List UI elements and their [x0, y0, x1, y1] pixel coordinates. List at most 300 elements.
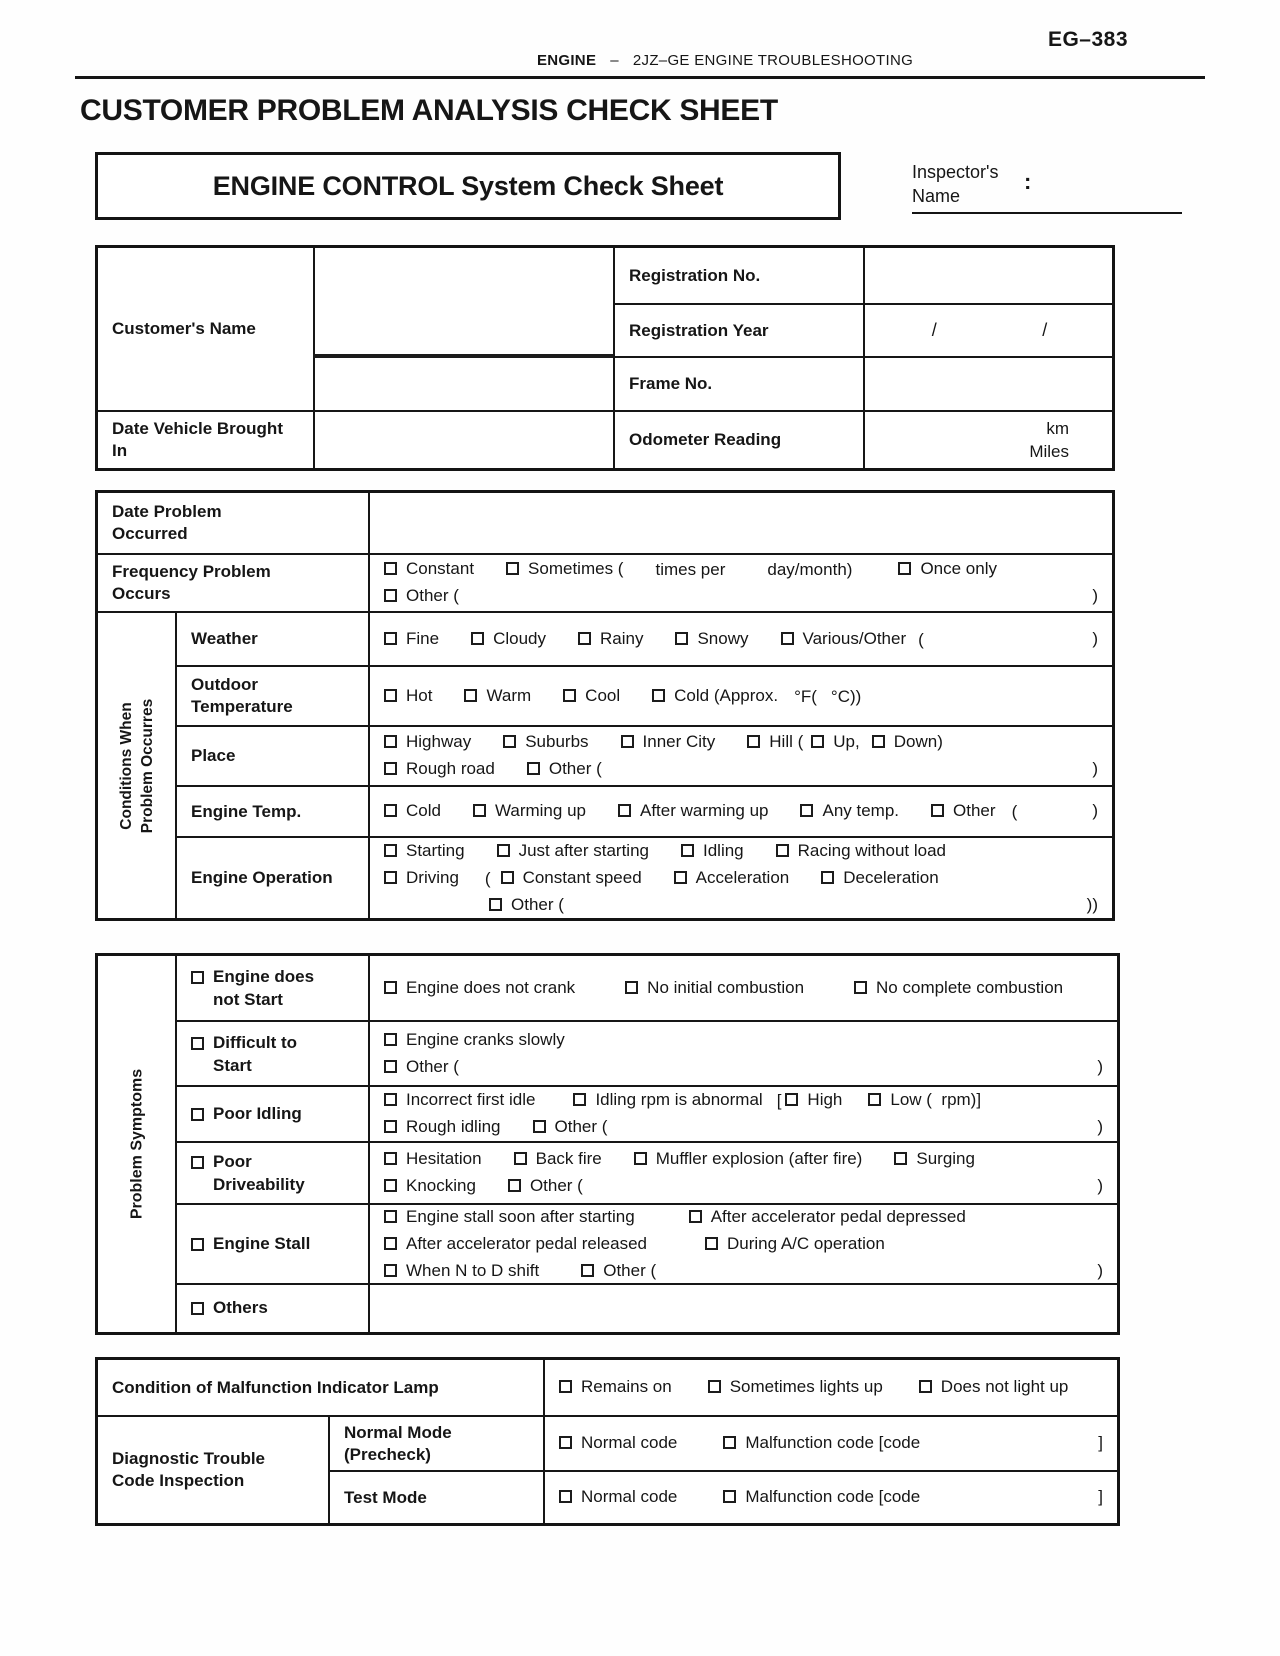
option-label: Other ( [529, 1176, 583, 1195]
option-label: Snowy [697, 628, 749, 648]
checkbox-icon[interactable] [384, 735, 397, 748]
checkbox-icon[interactable] [384, 1179, 397, 1192]
option-label: °C)) [830, 686, 862, 706]
checkbox-icon[interactable] [781, 632, 794, 645]
option-label: Rough idling [406, 1117, 501, 1136]
option-label: During A/C operation [726, 1233, 885, 1253]
checkbox-icon[interactable] [191, 1302, 204, 1315]
frequency-problem-occurs-label: Frequency Problem Occurs [98, 553, 368, 611]
option-label: Engine does not crank [406, 977, 576, 997]
option-label: Hot [406, 685, 433, 705]
checkbox-icon[interactable] [618, 804, 631, 817]
checkbox-option[interactable] [618, 798, 769, 824]
option-label: Starting [406, 840, 465, 860]
engine-stall-options [368, 1203, 1117, 1283]
checkbox-option[interactable] [191, 1296, 268, 1319]
check-sheet-box-title: ENGINE CONTROL System Check Sheet [95, 152, 841, 220]
option-label: ) [1092, 801, 1098, 820]
checkbox-icon[interactable] [689, 1210, 702, 1223]
option-text [1092, 583, 1098, 609]
test-mode-options [543, 1470, 1117, 1523]
checkbox-icon[interactable] [581, 1264, 594, 1277]
checkbox-option[interactable] [625, 975, 804, 1001]
option-label: Deceleration [843, 867, 939, 887]
checkbox-icon[interactable] [384, 1033, 397, 1046]
checkbox-option[interactable] [384, 626, 439, 652]
checkbox-icon[interactable] [384, 1120, 397, 1133]
checkbox-option[interactable] [384, 1146, 482, 1172]
engine-temp-options [368, 785, 1112, 836]
checkbox-icon[interactable] [785, 1093, 798, 1106]
checkbox-icon[interactable] [191, 1238, 204, 1251]
checkbox-option[interactable] [384, 798, 441, 824]
checkbox-option[interactable] [191, 1232, 310, 1255]
checkbox-icon[interactable] [501, 871, 514, 884]
option-label: ) [1097, 1117, 1103, 1136]
option-label: ( [484, 868, 491, 888]
checkbox-option[interactable] [384, 683, 432, 709]
checkbox-option[interactable] [384, 583, 459, 609]
checkbox-option[interactable] [384, 1204, 635, 1230]
option-label: )) [1086, 894, 1098, 914]
option-label: Other ( [548, 759, 602, 778]
checkbox-icon[interactable] [384, 562, 397, 575]
checkbox-option[interactable] [705, 1231, 885, 1257]
test-mode-label: Test Mode [328, 1470, 543, 1523]
checkbox-icon[interactable] [503, 735, 516, 748]
option-label: Engine Stall [213, 1233, 311, 1253]
option-text [1097, 1173, 1103, 1199]
checkbox-icon[interactable] [675, 632, 688, 645]
checkbox-icon[interactable] [384, 1237, 397, 1250]
conditions-table [95, 490, 1115, 921]
checkbox-option[interactable] [489, 892, 564, 918]
option-label: Constant [406, 559, 475, 578]
option-label: ) [1092, 628, 1098, 648]
checkbox-option[interactable] [811, 729, 859, 755]
checkbox-option[interactable] [533, 1114, 608, 1140]
place-options [368, 725, 1112, 785]
checkbox-icon[interactable] [489, 898, 502, 911]
option-text [1097, 1258, 1103, 1284]
place-label: Place [175, 725, 368, 785]
customers-name-value-area[interactable] [313, 248, 613, 410]
checkbox-icon[interactable] [776, 844, 789, 857]
option-text [794, 684, 817, 710]
checkbox-option[interactable] [191, 1031, 321, 1077]
running-header [0, 52, 1280, 69]
page-title: CUSTOMER PROBLEM ANALYSIS CHECK SHEET [80, 94, 778, 127]
checkbox-icon[interactable] [514, 1152, 527, 1165]
checkbox-icon[interactable] [191, 1108, 204, 1121]
checkbox-icon[interactable] [872, 735, 885, 748]
running-header-chapter: 2JZ–GE ENGINE TROUBLESHOOTING [632, 52, 914, 69]
checkbox-icon[interactable] [705, 1237, 718, 1250]
option-label: °F( [794, 686, 817, 706]
difficult-to-start-options [368, 1020, 1117, 1085]
option-label: Rough road [406, 759, 495, 778]
checkbox-option[interactable] [384, 729, 471, 755]
checkbox-icon[interactable] [191, 1156, 204, 1169]
option-label: Down) [893, 732, 943, 751]
checkbox-icon[interactable] [384, 804, 397, 817]
outdoor-temperature-label: Outdoor Temperature [175, 665, 368, 725]
checkbox-icon[interactable] [747, 735, 760, 748]
checkbox-icon[interactable] [384, 871, 397, 884]
checkbox-icon[interactable] [384, 981, 397, 994]
option-label: Normal code [581, 1433, 678, 1452]
checkbox-option[interactable] [384, 1054, 459, 1080]
checkbox-option[interactable] [471, 626, 546, 652]
option-label: ] [1098, 1433, 1103, 1452]
option-label: When N to D shift [406, 1260, 540, 1280]
option-text [655, 557, 725, 583]
checkbox-icon[interactable] [533, 1120, 546, 1133]
option-text [1097, 1114, 1103, 1140]
option-label: Malfunction code [code [745, 1433, 921, 1452]
checkbox-icon[interactable] [674, 871, 687, 884]
checkbox-icon[interactable] [625, 981, 638, 994]
checkbox-option[interactable] [708, 1374, 883, 1400]
unit-km: km [1046, 419, 1069, 438]
checkbox-icon[interactable] [559, 1380, 572, 1393]
checkbox-icon[interactable] [931, 804, 944, 817]
registration-year-value-area[interactable] [863, 303, 1114, 356]
checkbox-option[interactable] [747, 729, 803, 755]
normal-mode-options [543, 1415, 1117, 1470]
option-text [485, 866, 491, 892]
option-label: Remains on [581, 1377, 672, 1396]
poor-idling-options [368, 1085, 1117, 1141]
checkbox-icon[interactable] [800, 804, 813, 817]
checkbox-option[interactable] [384, 1027, 565, 1053]
checkbox-icon[interactable] [559, 1490, 572, 1503]
checkbox-icon[interactable] [919, 1380, 932, 1393]
mil-condition-options [543, 1360, 1117, 1415]
checkbox-option[interactable] [675, 626, 748, 652]
checkbox-icon[interactable] [384, 689, 397, 702]
checkbox-icon[interactable] [894, 1152, 907, 1165]
checkbox-option[interactable] [674, 865, 790, 891]
option-label: Up, [833, 732, 860, 751]
option-label: No complete combustion [876, 977, 1064, 997]
checkbox-icon[interactable] [384, 1093, 397, 1106]
checkbox-option[interactable] [573, 1087, 762, 1113]
outdoor-temperature-options [368, 665, 1112, 725]
option-label: Other ( [511, 894, 564, 914]
option-label: Other ( [554, 1117, 608, 1136]
option-text [1092, 626, 1098, 652]
option-label: Any temp. [822, 801, 900, 820]
customers-name-label: Customer's Name [112, 319, 256, 338]
option-label: After accelerator pedal released [406, 1233, 647, 1253]
header-rule [75, 76, 1205, 79]
option-label: ( [1011, 802, 1018, 821]
option-label: Inner City [642, 732, 716, 751]
option-label: Others [213, 1298, 268, 1317]
checkbox-option[interactable] [503, 729, 588, 755]
option-text [1087, 892, 1098, 918]
checkbox-icon[interactable] [681, 844, 694, 857]
checkbox-option[interactable] [776, 838, 946, 864]
option-label: ) [1097, 1176, 1103, 1195]
checkbox-option[interactable] [634, 1146, 863, 1172]
inspector-label-line1: Inspector's [912, 162, 999, 182]
checkbox-option[interactable] [501, 865, 642, 891]
option-label: Cloudy [493, 628, 546, 648]
option-label: Warm [486, 685, 532, 705]
checkbox-option[interactable] [559, 1430, 677, 1456]
checkbox-option[interactable] [559, 1484, 677, 1510]
option-label: After warming up [639, 801, 769, 820]
conditions-strip-line2: Problem Occurres [138, 698, 156, 833]
option-label: Cold (Approx. [674, 685, 779, 705]
option-text [1097, 1054, 1103, 1080]
checkbox-option[interactable] [681, 838, 744, 864]
normal-mode-label: Normal Mode (Precheck) [328, 1415, 543, 1470]
checkbox-option[interactable] [497, 838, 649, 864]
option-label: Constant speed [522, 867, 642, 887]
checkbox-option[interactable] [581, 1258, 656, 1284]
option-label: times per [655, 560, 726, 579]
option-label: Engine does not Start [213, 967, 315, 1009]
checkbox-option[interactable] [872, 729, 943, 755]
checkbox-icon[interactable] [506, 562, 519, 575]
option-label: day/month) [767, 560, 853, 579]
option-label: Just after starting [518, 840, 649, 860]
checkbox-option[interactable] [473, 798, 586, 824]
checkbox-icon[interactable] [384, 844, 397, 857]
engine-operation-label: Engine Operation [175, 836, 368, 918]
checkbox-icon[interactable] [384, 1210, 397, 1223]
weather-label: Weather [175, 611, 368, 665]
checkbox-icon[interactable] [527, 762, 540, 775]
option-text [1098, 1484, 1103, 1510]
checkbox-icon[interactable] [473, 804, 486, 817]
checkbox-option[interactable] [384, 838, 465, 864]
option-text [1092, 756, 1098, 782]
frame-no-label: Frame No. [613, 356, 863, 410]
option-label: Surging [916, 1149, 975, 1168]
option-label: Other ( [406, 586, 459, 605]
checkbox-option[interactable] [191, 1102, 302, 1125]
option-label: Malfunction code [code [745, 1487, 921, 1506]
odometer-reading-label: Odometer Reading [613, 410, 863, 468]
checkbox-icon[interactable] [497, 844, 510, 857]
checkbox-icon[interactable] [464, 689, 477, 702]
conditions-strip-line1: Conditions When [117, 701, 135, 830]
option-label: Sometimes lights up [729, 1377, 883, 1396]
date-problem-occurred-value-area[interactable] [368, 493, 1112, 553]
checkbox-option[interactable] [563, 683, 620, 709]
checkbox-icon[interactable] [508, 1179, 521, 1192]
running-header-dash: – [610, 52, 619, 69]
weather-options [368, 611, 1112, 665]
checkbox-icon[interactable] [384, 762, 397, 775]
checkbox-option[interactable] [384, 556, 474, 582]
diagnostic-table [95, 1357, 1120, 1526]
checkbox-option[interactable] [785, 1087, 842, 1113]
others-label [175, 1283, 368, 1332]
option-label: Various/Other [802, 628, 907, 648]
inspector-name-field[interactable] [912, 160, 1182, 214]
checkbox-icon[interactable] [384, 632, 397, 645]
checkbox-option[interactable] [506, 556, 623, 582]
checkbox-option[interactable] [559, 1374, 672, 1400]
checkbox-option[interactable] [781, 626, 907, 652]
checkbox-option[interactable] [384, 975, 575, 1001]
checkbox-icon[interactable] [898, 562, 911, 575]
option-label: Cool [585, 685, 621, 705]
checkbox-option[interactable] [868, 1087, 981, 1113]
checkbox-option[interactable] [384, 1258, 539, 1284]
option-text [1098, 1430, 1103, 1456]
mil-condition-label: Condition of Malfunction Indicator Lamp [112, 1377, 439, 1397]
year-slash: / [931, 320, 937, 340]
option-label: Back fire [535, 1149, 602, 1168]
option-label: ( [918, 629, 924, 649]
option-label: Once only [920, 559, 997, 578]
option-label: Engine stall soon after starting [406, 1206, 635, 1226]
option-label: ) [1092, 759, 1098, 778]
registration-no-value-area[interactable] [863, 248, 1114, 303]
engine-does-not-start-label [175, 956, 368, 1020]
symptoms-strip-line1: Problem Symptoms [128, 1068, 145, 1220]
checkbox-option[interactable] [919, 1374, 1069, 1400]
checkbox-option[interactable] [527, 756, 602, 782]
checkbox-icon[interactable] [811, 735, 824, 748]
option-label: Other ( [406, 1056, 459, 1076]
option-label: No initial combustion [647, 977, 805, 997]
engine-operation-options [368, 836, 1112, 918]
checkbox-option[interactable] [898, 556, 997, 582]
checkbox-icon[interactable] [573, 1093, 586, 1106]
checkbox-option[interactable] [723, 1484, 920, 1510]
checkbox-option[interactable] [384, 756, 495, 782]
option-label: ) [1097, 1056, 1103, 1076]
registration-no-label: Registration No. [613, 248, 863, 303]
checkbox-option[interactable] [578, 626, 643, 652]
option-label: Does not light up [940, 1377, 1069, 1396]
checkbox-option[interactable] [191, 1150, 321, 1196]
checkbox-option[interactable] [384, 1231, 647, 1257]
checkbox-icon[interactable] [563, 689, 576, 702]
checkbox-icon[interactable] [471, 632, 484, 645]
symptoms-table [95, 953, 1120, 1335]
option-text [831, 684, 861, 710]
running-header-section: ENGINE [536, 52, 597, 69]
option-label: Poor Idling [213, 1103, 302, 1123]
option-label: Hesitation [406, 1149, 482, 1168]
date-vehicle-brought-in-label: Date Vehicle Brought In [98, 410, 313, 468]
option-label: Poor Driveability [213, 1152, 305, 1194]
checkbox-option[interactable] [384, 1173, 476, 1199]
option-label: Difficult to Start [213, 1032, 298, 1075]
checkbox-icon[interactable] [634, 1152, 647, 1165]
checkbox-option[interactable] [508, 1173, 583, 1199]
option-label: ) [1092, 586, 1098, 605]
checkbox-option[interactable] [931, 798, 996, 824]
option-label: Driving [406, 867, 459, 887]
option-label: Knocking [406, 1176, 476, 1195]
checkbox-option[interactable] [894, 1146, 975, 1172]
option-text [1012, 799, 1018, 825]
checkbox-icon[interactable] [384, 1152, 397, 1165]
others-value-area[interactable] [368, 1283, 1117, 1332]
checkbox-icon[interactable] [708, 1380, 721, 1393]
option-text [767, 557, 852, 583]
date-vehicle-brought-in-value-area[interactable] [313, 410, 613, 468]
poor-driveability-label [175, 1141, 368, 1203]
checkbox-icon[interactable] [191, 971, 204, 984]
engine-does-not-start-options [368, 956, 1117, 1020]
checkbox-option[interactable] [689, 1204, 966, 1230]
option-label: Other [953, 801, 996, 820]
option-label: Other ( [603, 1260, 657, 1280]
checkbox-option[interactable] [514, 1146, 602, 1172]
checkbox-icon[interactable] [652, 689, 665, 702]
checkbox-option[interactable] [191, 965, 321, 1011]
checkbox-icon[interactable] [559, 1436, 572, 1449]
odometer-reading-value-area[interactable] [863, 410, 1114, 468]
option-label: [ [776, 1091, 782, 1110]
checkbox-option[interactable] [652, 683, 778, 709]
checkbox-icon[interactable] [723, 1436, 736, 1449]
engine-temp-label: Engine Temp. [175, 785, 368, 836]
checkbox-option[interactable] [854, 975, 1063, 1001]
dtc-inspection-label: Diagnostic Trouble Code Inspection [98, 1415, 328, 1523]
checkbox-icon[interactable] [578, 632, 591, 645]
signature-line [313, 354, 613, 358]
option-label: Idling rpm is abnormal [595, 1090, 763, 1109]
frequency-options [368, 553, 1112, 611]
symptoms-strip-label [98, 956, 175, 1332]
checkbox-icon[interactable] [384, 1060, 397, 1073]
checkbox-option[interactable] [621, 729, 716, 755]
checkbox-option[interactable] [384, 1114, 501, 1140]
checkbox-icon[interactable] [384, 1264, 397, 1277]
checkbox-icon[interactable] [821, 871, 834, 884]
option-label: Warming up [494, 801, 586, 820]
poor-idling-label [175, 1085, 368, 1141]
option-label: Fine [406, 628, 440, 648]
checkbox-option[interactable] [821, 865, 938, 891]
option-text [1092, 798, 1098, 824]
option-label: Acceleration [695, 867, 790, 887]
option-label: Rainy [600, 628, 644, 648]
checkbox-option[interactable] [384, 1087, 535, 1113]
difficult-to-start-label [175, 1020, 368, 1085]
checkbox-icon[interactable] [384, 589, 397, 602]
checkbox-option[interactable] [384, 865, 459, 891]
checkbox-icon[interactable] [191, 1037, 204, 1050]
frame-no-value-area[interactable] [863, 356, 1114, 410]
checkbox-option[interactable] [723, 1430, 920, 1456]
checkbox-option[interactable] [464, 683, 531, 709]
option-label: Racing without load [797, 840, 946, 860]
checkbox-icon[interactable] [723, 1490, 736, 1503]
poor-driveability-options [368, 1141, 1117, 1203]
checkbox-icon[interactable] [621, 735, 634, 748]
engine-stall-label [175, 1203, 368, 1283]
registration-year-label: Registration Year [613, 303, 863, 356]
checkbox-icon[interactable] [854, 981, 867, 994]
page-code: EG–383 [1047, 28, 1128, 51]
option-label: Low ( rpm)] [890, 1090, 982, 1109]
option-label: ) [1097, 1260, 1103, 1280]
checkbox-icon[interactable] [868, 1093, 881, 1106]
checkbox-option[interactable] [800, 798, 899, 824]
